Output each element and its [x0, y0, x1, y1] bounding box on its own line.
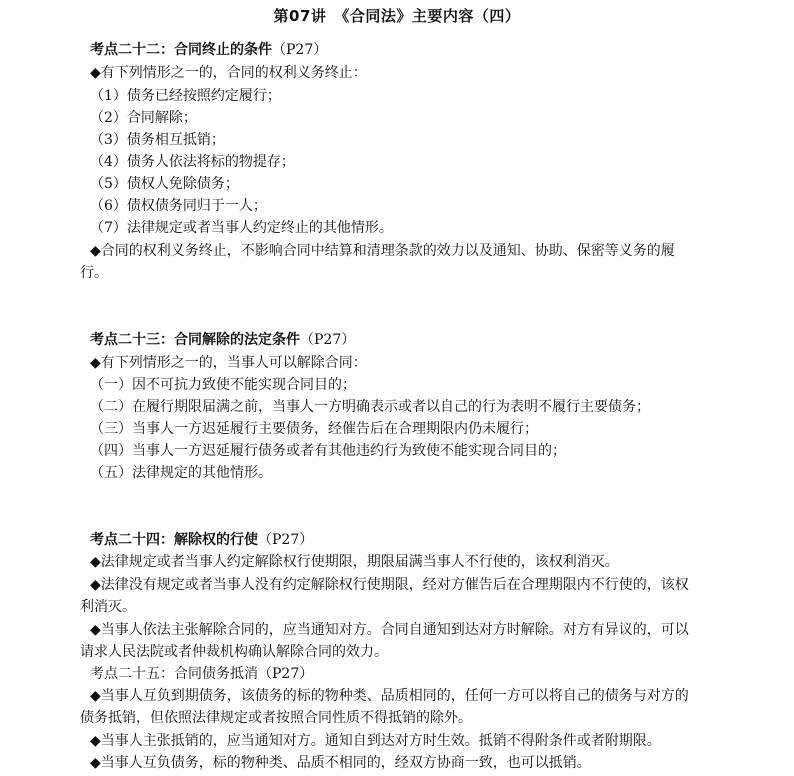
text-line: ◆当事人互负债务，标的物种类、品质不相同的，经双方协商一致，也可以抵销。: [90, 755, 591, 771]
text-line: （6）债权债务同归于一人；: [90, 198, 267, 214]
section-heading: 考点二十四：解除权的行使（P27）: [90, 532, 314, 548]
page-title: 第07讲 《合同法》主要内容（四）: [273, 7, 521, 25]
text-line: （2）合同解除；: [90, 110, 197, 126]
text-line: ◆法律没有规定或者当事人没有约定解除权行使期限，经对方催告后在合理期限内不行使的，该权: [90, 577, 689, 593]
text-line: 债务抵销，但依照法律规定或者按照合同性质不得抵销的除外。: [80, 710, 472, 726]
section-heading: 考点二十三：合同解除的法定条件（P27）: [90, 332, 356, 348]
text-line: ◆有下列情形之一的，当事人可以解除合同：: [90, 355, 367, 371]
text-line: （1）债务已经按照约定履行；: [90, 88, 281, 104]
section-heading: 考点二十二：合同终止的条件（P27）: [90, 42, 328, 58]
text-line: （二）在履行期限届满之前，当事人一方明确表示或者以自己的行为表明不履行主要债务；: [90, 399, 650, 415]
text-line: 行。: [80, 265, 108, 281]
text-line: 利消灭。: [80, 599, 136, 615]
text-line: （5）债权人免除债务；: [90, 176, 239, 192]
text-line: ◆当事人互负到期债务，该债务的标的物种类、品质相同的，任何一方可以将自己的债务与对方的: [90, 688, 689, 704]
text-line: ◆当事人依法主张解除合同的，应当通知对方。合同自通知到达对方时解除。对方有异议的，可以: [90, 622, 689, 638]
text-line: 请求人民法院或者仲裁机构确认解除合同的效力。: [80, 644, 388, 660]
text-line: （3）债务相互抵销；: [90, 132, 225, 148]
text-line: ◆有下列情形之一的，合同的权利义务终止：: [90, 65, 367, 81]
text-line: ◆合同的权利义务终止，不影响合同中结算和清理条款的效力以及通知、协助、保密等义务的履: [90, 243, 675, 259]
text-line: （4）债务人依法将标的物提存；: [90, 154, 295, 170]
section-heading: 考点二十五：合同债务抵消（P27）: [90, 666, 314, 682]
text-line: ◆当事人主张抵销的，应当通知对方。通知自到达对方时生效。抵销不得附条件或者附期限。: [90, 733, 661, 749]
text-line: （三）当事人一方迟延履行主要债务，经催告后在合理期限内仍未履行；: [90, 421, 538, 437]
text-line: （一）因不可抗力致使不能实现合同目的；: [90, 377, 356, 393]
text-line: （7）法律规定或者当事人约定终止的其他情形。: [90, 220, 393, 236]
text-line: （四）当事人一方迟延履行债务或者有其他违约行为致使不能实现合同目的；: [90, 443, 566, 459]
text-line: ◆法律规定或者当事人约定解除权行使期限，期限届满当事人不行使的，该权利消灭。: [90, 554, 619, 570]
text-line: （五）法律规定的其他情形。: [90, 465, 272, 481]
